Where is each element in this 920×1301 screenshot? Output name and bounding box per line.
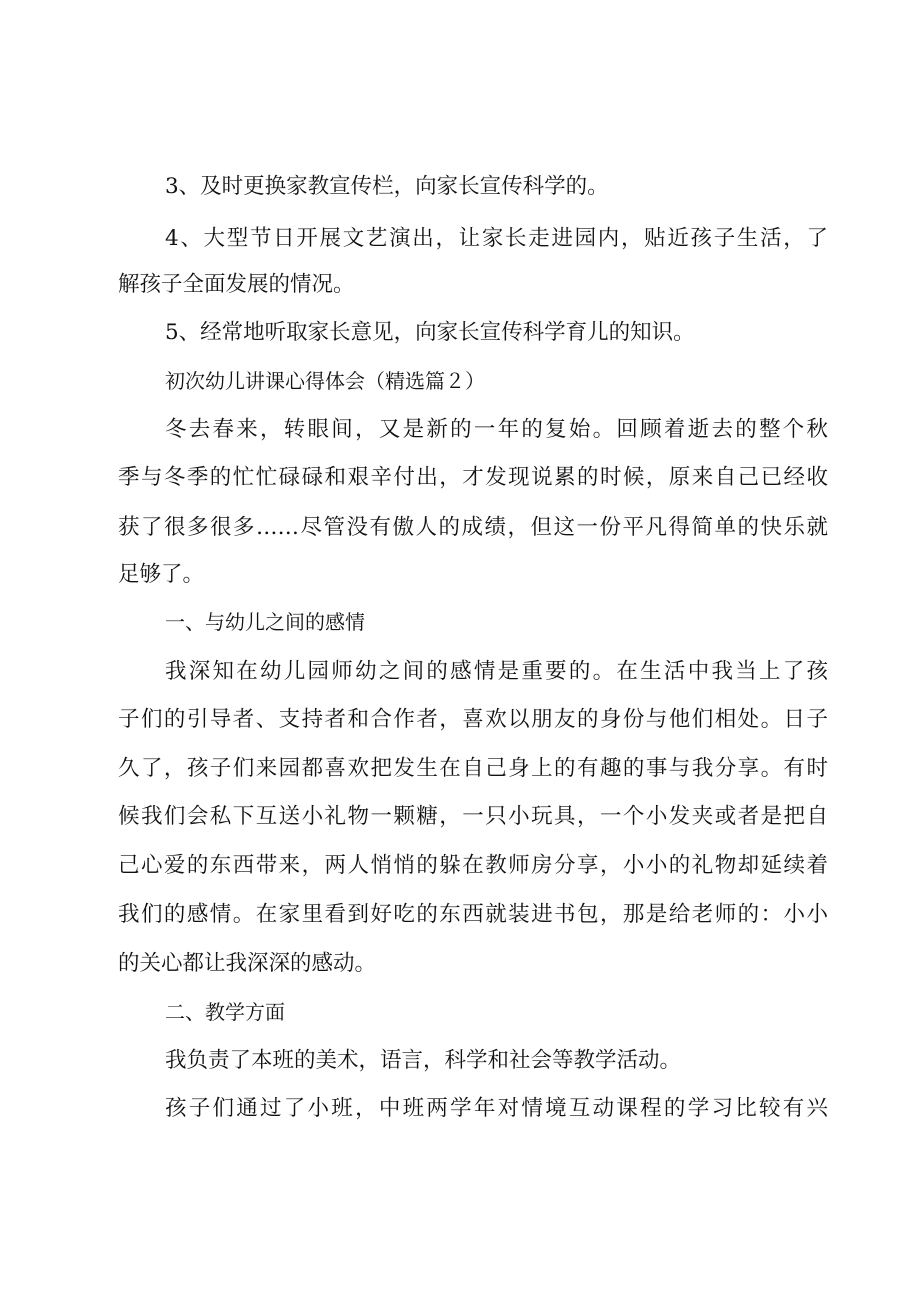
paragraph-1-line-1: 冬去春来，转眼间，又是新的一年的复始。回顾着逝去的整个秋: [165, 417, 828, 442]
list-item-4-line-2: 解孩子全面发展的情况。: [118, 272, 355, 297]
paragraph-1-line-3: 获了很多很多……尽管没有傲人的成绩，但这一份平凡得简单的快乐就: [118, 515, 828, 540]
paragraph-2-line-3: 久了，孩子们来园都喜欢把发生在自己身上的有趣的事与我分享。有时: [118, 756, 828, 781]
section-title: 初次幼儿讲课心得体会（精选篇２）: [165, 369, 485, 393]
paragraph-2-line-1: 我深知在幼儿园师幼之间的感情是重要的。在生活中我当上了孩: [165, 659, 828, 684]
paragraph-2-line-4: 候我们会私下互送小礼物一颗糖，一只小玩具，一个小发夹或者是把自: [118, 804, 828, 829]
paragraph-3: 我负责了本班的美术，语言，科学和社会等教学活动。: [165, 1048, 682, 1073]
list-item-4-line-1: 4、大型节日开展文艺演出，让家长走进园内，贴近孩子生活，了: [165, 226, 828, 251]
paragraph-2-line-7: 的关心都让我深深的感动。: [118, 951, 377, 976]
paragraph-2-line-2: 子们的引导者、支持者和合作者，喜欢以朋友的身份与他们相处。日子: [118, 707, 828, 732]
paragraph-1-line-2: 季与冬季的忙忙碌碌和艰辛付出，才发现说累的时候，原来自己已经收: [118, 465, 828, 490]
list-item-3: 3、及时更换家教宣传栏，向家长宣传科学的。: [165, 174, 609, 199]
paragraph-1-line-4: 足够了。: [118, 562, 205, 587]
list-item-5: 5、经常地听取家长意见，向家长宣传科学育儿的知识。: [165, 320, 695, 345]
heading-one: 一、与幼儿之间的感情: [165, 610, 365, 634]
paragraph-4-line-1: 孩子们通过了小班，中班两学年对情境互动课程的学习比较有兴: [165, 1096, 828, 1121]
paragraph-2-line-6: 我们的感情。在家里看到好吃的东西就装进书包，那是给老师的：小小: [118, 902, 828, 927]
paragraph-2-line-5: 己心爱的东西带来，两人悄悄的躲在教师房分享，小小的礼物却延续着: [118, 853, 828, 878]
heading-two: 二、教学方面: [165, 1000, 285, 1024]
